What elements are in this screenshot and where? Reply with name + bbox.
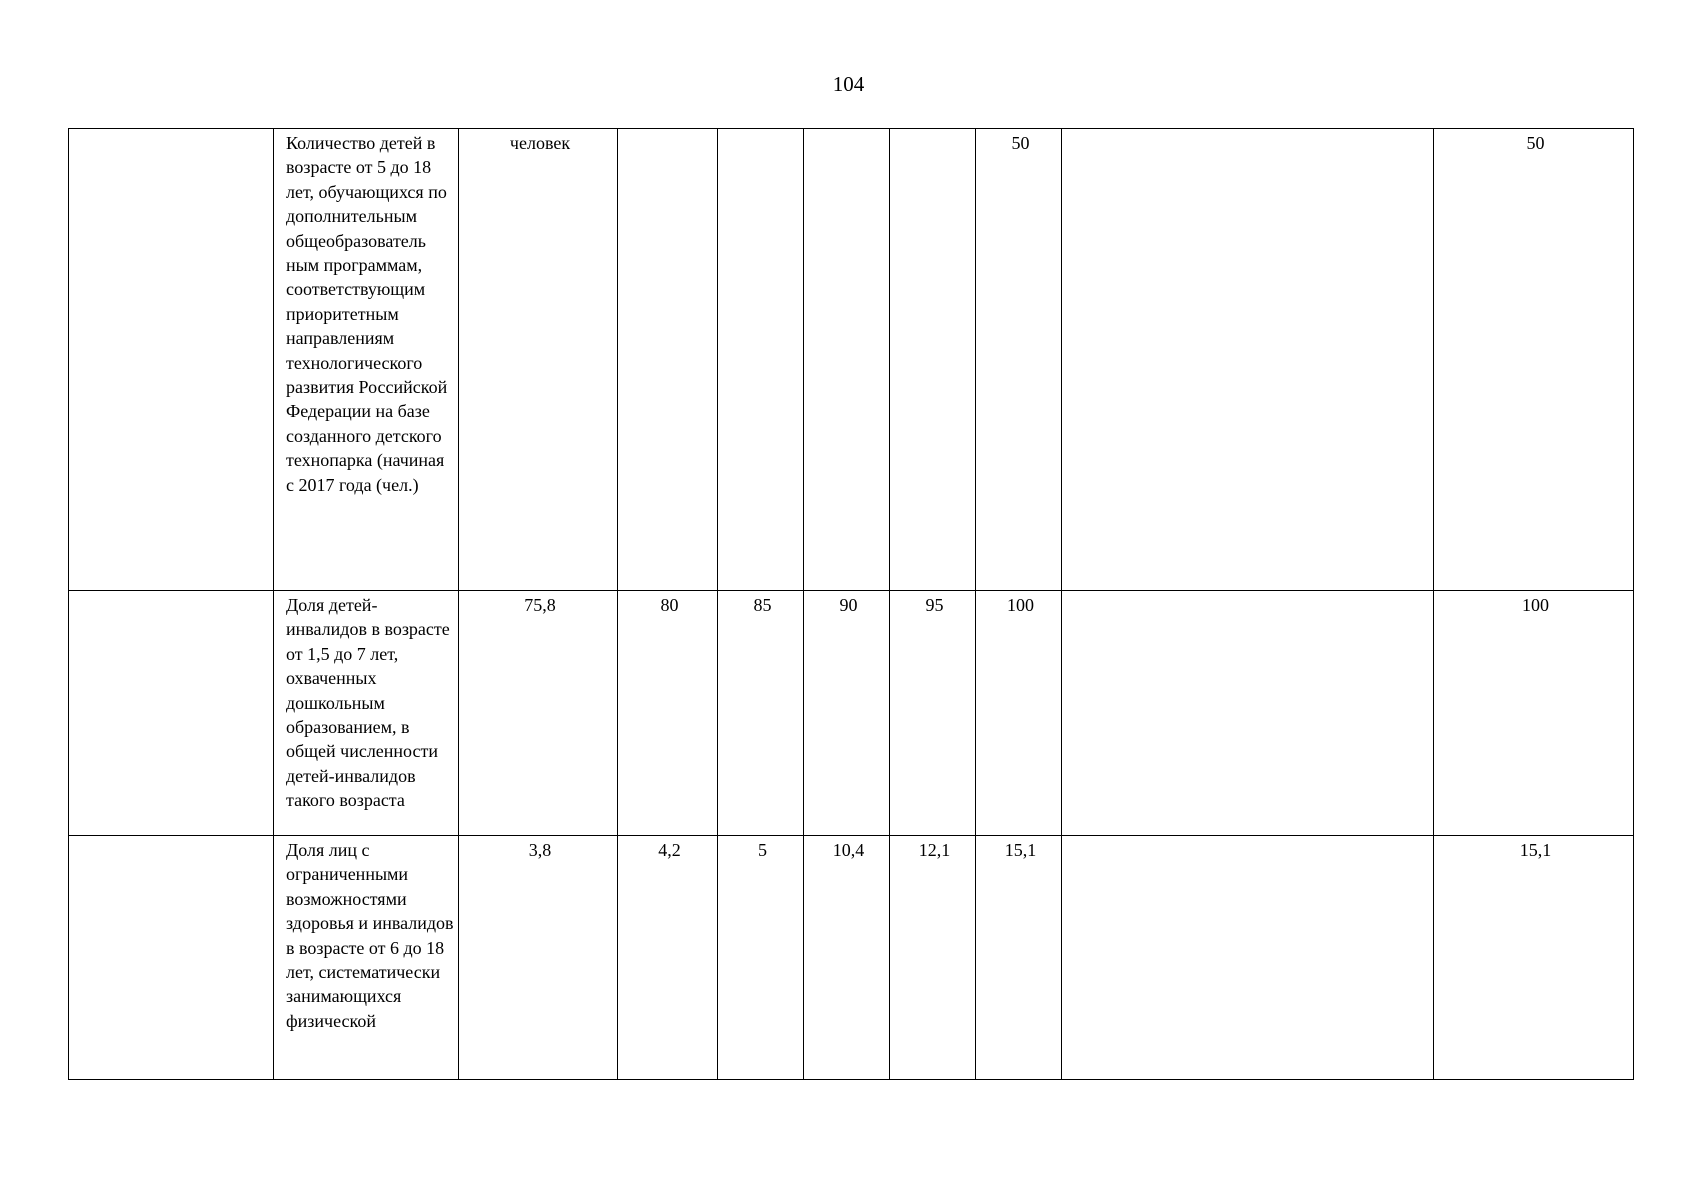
year-value (618, 129, 718, 591)
indicator-description: Доля лиц с ограниченными возможностями здоровья и инвалидов в возрасте от 6 до 18 лет, систематически занимающихся физической (274, 836, 459, 1080)
note-cell (1062, 129, 1434, 591)
table-row (69, 591, 1634, 836)
empty-cell (69, 836, 274, 1080)
year-value: 95 (890, 591, 976, 836)
year-value (804, 129, 890, 591)
table-row (69, 129, 1634, 591)
year-value: 50 (976, 129, 1062, 591)
year-value: 4,2 (618, 836, 718, 1080)
year-value: 15,1 (976, 836, 1062, 1080)
year-value: 90 (804, 591, 890, 836)
year-value (890, 129, 976, 591)
indicator-description: Количество детей в возрасте от 5 до 18 лет, обучающихся по дополнительным общеобразователь ным программам, соответствующим приоритетным направлениям технологического развития Российской Федерации на базе созданного детского технопарка (начиная с 2017 года (чел.) (274, 129, 459, 591)
base-value: человек (459, 129, 618, 591)
note-cell (1062, 836, 1434, 1080)
final-value: 100 (1434, 591, 1634, 836)
page-number: 104 (832, 72, 865, 96)
table-row (69, 836, 1634, 1080)
empty-cell (69, 591, 274, 836)
year-value: 85 (718, 591, 804, 836)
year-value: 12,1 (890, 836, 976, 1080)
base-value: 3,8 (459, 836, 618, 1080)
year-value: 100 (976, 591, 1062, 836)
indicator-description: Доля детей-инвалидов в возрасте от 1,5 до 7 лет, охваченных дошкольным образованием, в общей численности детей-инвалидов такого возраста (274, 591, 459, 836)
year-value: 10,4 (804, 836, 890, 1080)
year-value: 5 (718, 836, 804, 1080)
year-value: 80 (618, 591, 718, 836)
empty-cell (69, 129, 274, 591)
year-value (718, 129, 804, 591)
final-value: 15,1 (1434, 836, 1634, 1080)
indicators-table (68, 128, 1634, 1080)
base-value: 75,8 (459, 591, 618, 836)
note-cell (1062, 591, 1434, 836)
final-value: 50 (1434, 129, 1634, 591)
